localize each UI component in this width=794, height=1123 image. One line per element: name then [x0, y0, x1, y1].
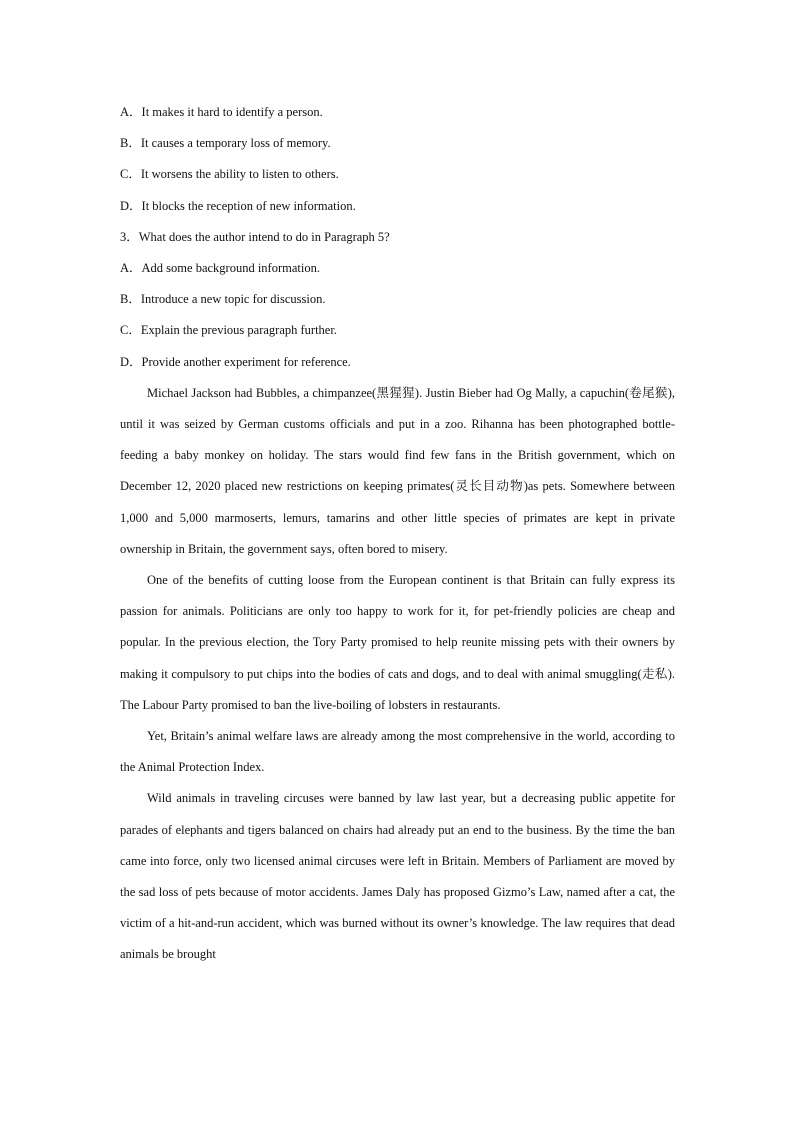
- passage-paragraph-4: Wild animals in traveling circuses were banned by law last year, but a decreasing public appetite for parades of elephants and tigers balanced on chairs had already put an end to the business. By the time the ban came into force, only two licensed animal circuses were left in Britain. Members of Parliament are moved by the sad loss of pets because of motor accidents. James Daly has proposed Gizmo’s Law, named after a cat, the victim of a hit-and-run accident, which was burned without its owner’s knowledge. The law requires that dead animals be brought: [120, 791, 675, 962]
- q2-option-b: B．It causes a temporary loss of memory.: [120, 136, 331, 151]
- passage-paragraph-1: Michael Jackson had Bubbles, a chimpanzee(黑猩猩). Justin Bieber had Og Mally, a capuchin(卷尾猴), until it was seized by German customs officials and put in a zoo. Rihanna has been photographed bottle-feeding a baby monkey on holiday. The stars would find few fans in the British government, which on December 12, 2020 placed new restrictions on keeping primates(灵长目动物)as pets. Somewhere between 1,000 and 5,000 marmoserts, lemurs, tamarins and other little species of primates are kept in private ownership in Britain, the government says, often bored to misery.: [120, 385, 675, 556]
- q3-option-b: B．Introduce a new topic for discussion.: [120, 292, 326, 307]
- q2-option-d: D．It blocks the reception of new information.: [120, 198, 356, 213]
- passage-paragraph-3: Yet, Britain’s animal welfare laws are already among the most comprehensive in the world, according to the Animal Protection Index.: [120, 729, 675, 775]
- q3-option-c: C．Explain the previous paragraph further.: [120, 323, 337, 338]
- q3-stem: 3．What does the author intend to do in Paragraph 5?: [120, 229, 390, 244]
- q2-option-a: A．It makes it hard to identify a person.: [120, 105, 323, 119]
- q3-option-d: D．Provide another experiment for reference.: [120, 354, 351, 369]
- document-page: [120, 97, 675, 971]
- q3-option-a: A．Add some background information.: [120, 261, 320, 276]
- q2-option-c: C．It worsens the ability to listen to others.: [120, 167, 339, 182]
- passage-paragraph-2: One of the benefits of cutting loose from the European continent is that Britain can fully express its passion for animals. Politicians are only too happy to work for it, for pet-friendly policies are cheap and popular. In the previous election, the Tory Party promised to help reunite missing pets with their owners by making it compulsory to put chips into the bodies of cats and dogs, and to deal with animal smuggling(走私). The Labour Party promised to ban the live-boiling of lobsters in restaurants.: [120, 573, 675, 712]
